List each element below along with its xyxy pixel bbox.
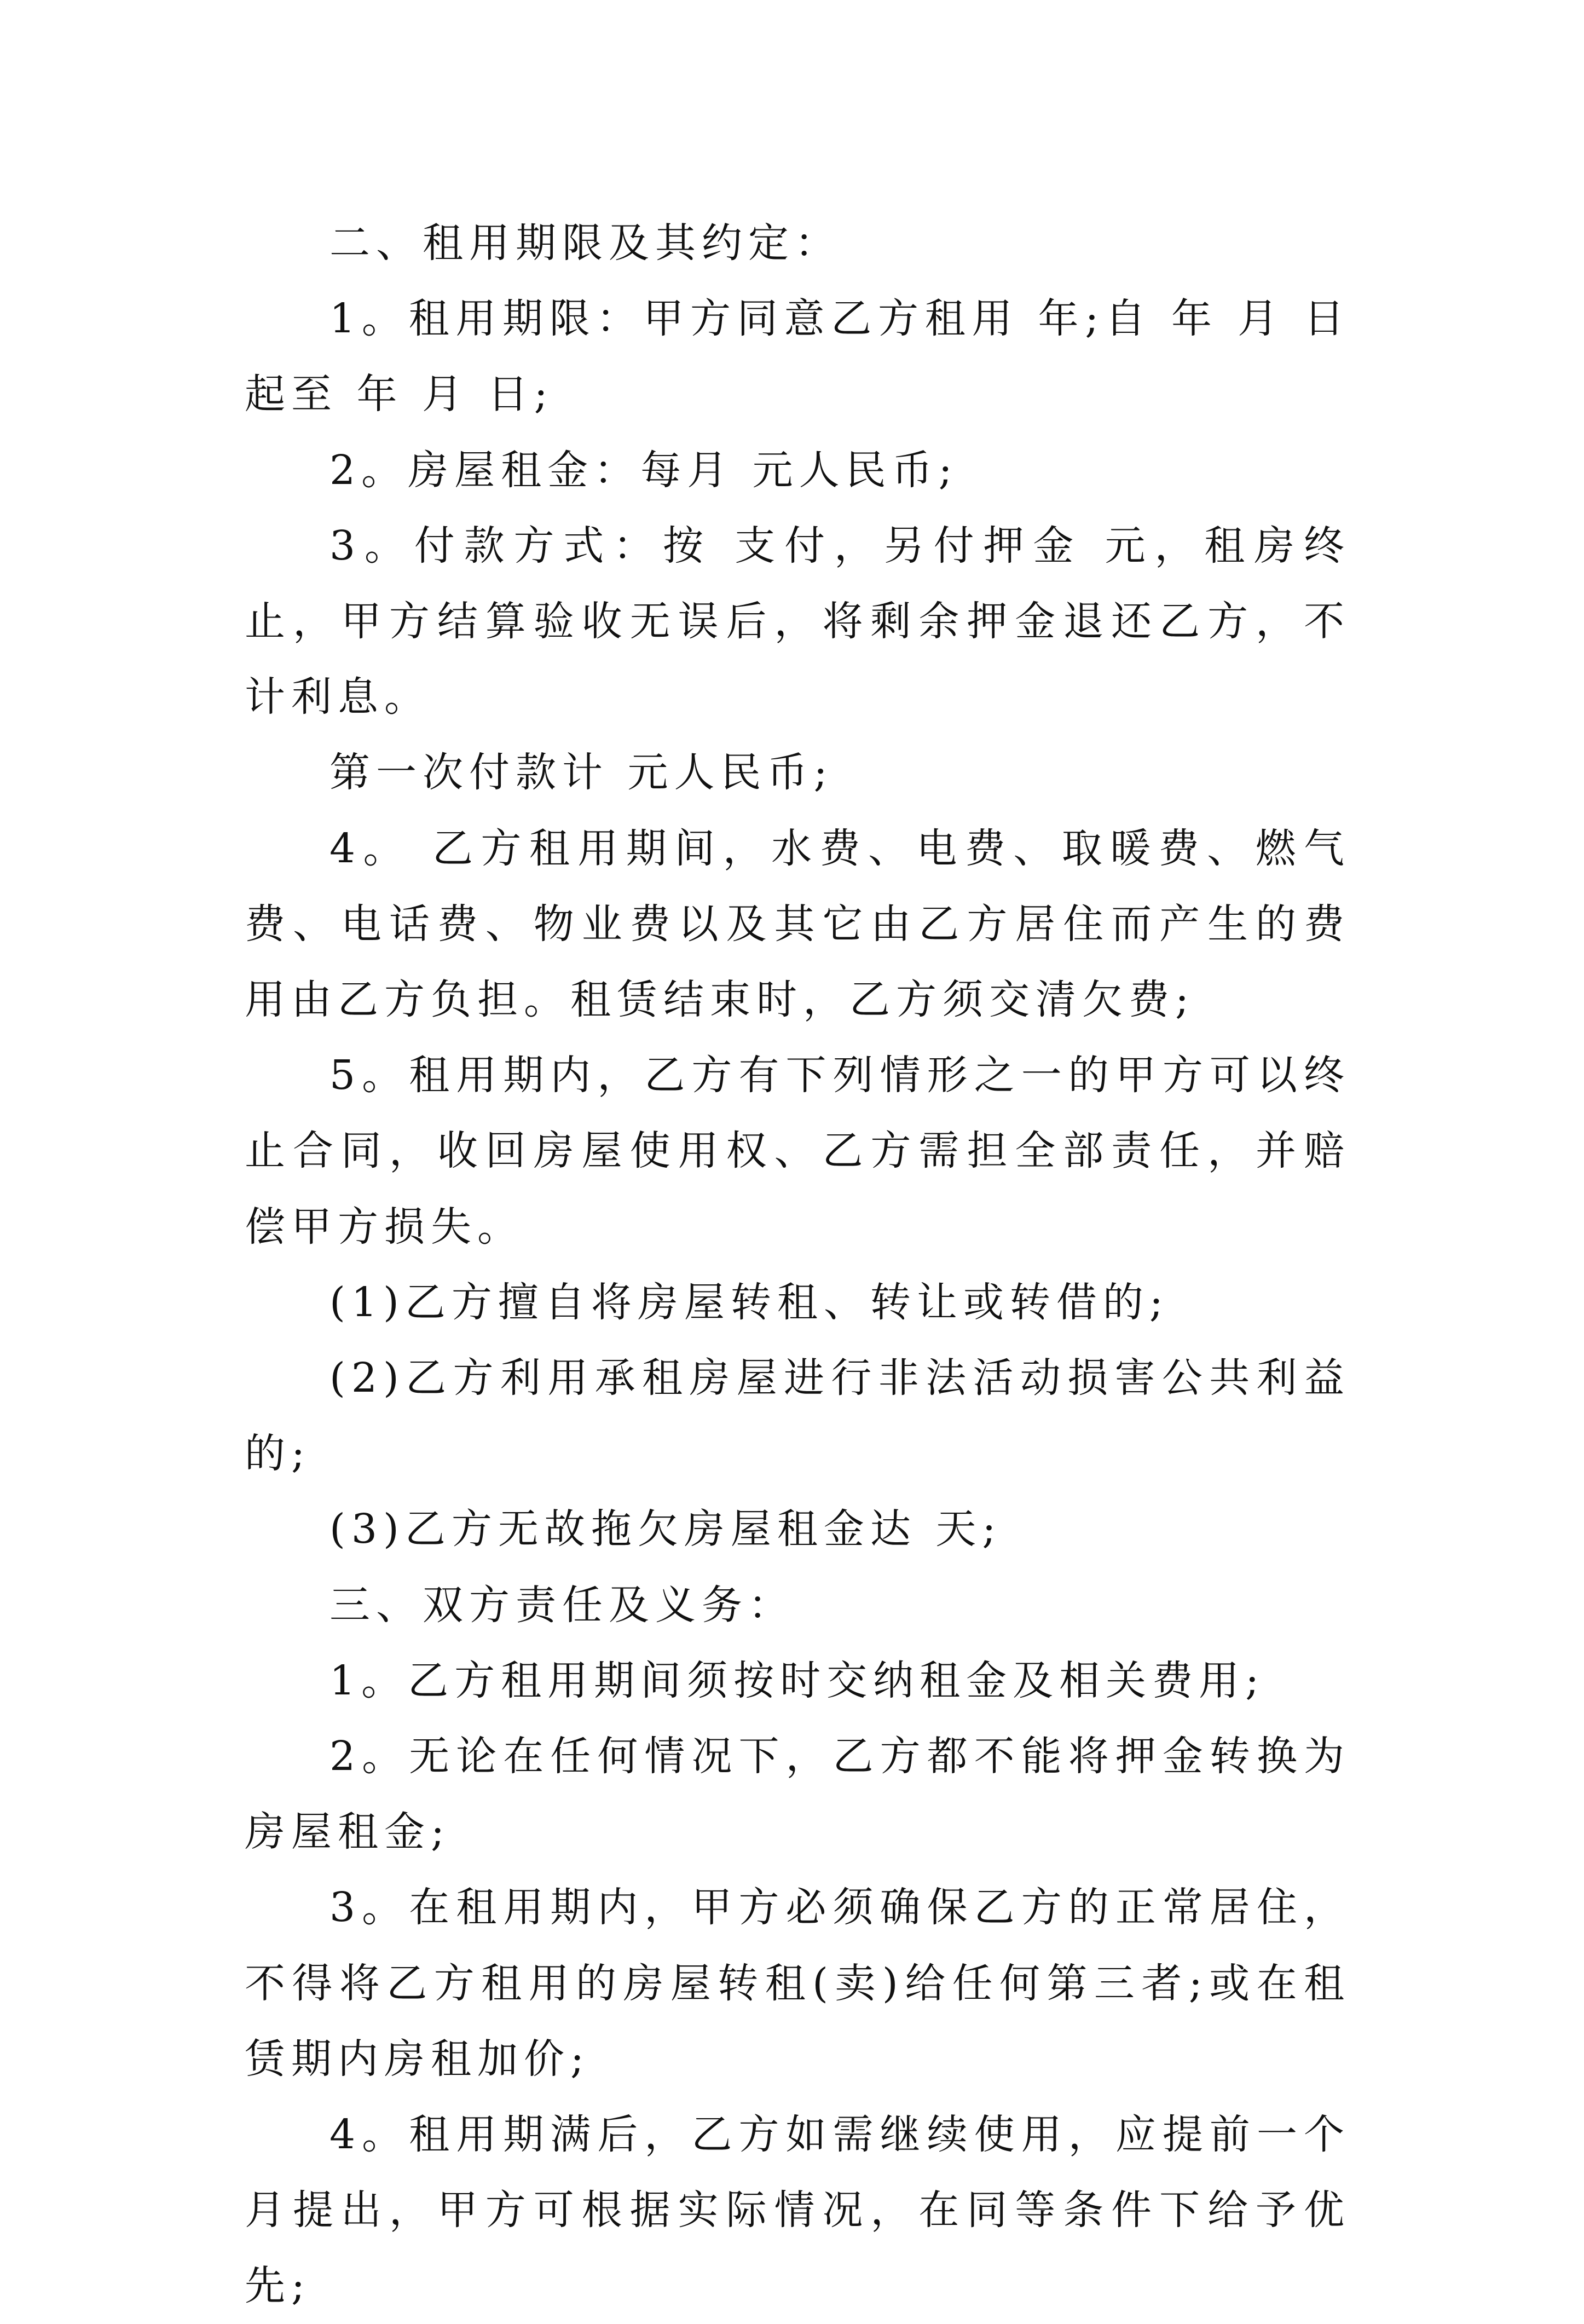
- duty-clause-4: 4。租用期满后，乙方如需继续使用，应提前一个月提出，甲方可根据实际情况，在同等条件下给予优先;: [245, 2111, 1350, 2310]
- duty-clause-3: 3。在租用期内，甲方必须确保乙方的正常居住，不得将乙方租用的房屋转租(卖)给任何第三者;或在租赁期内房租加价;: [245, 1884, 1350, 2083]
- clause-payment-method: 3。付款方式：按 支付，另付押金 元，租房终止，甲方结算验收无误后，将剩余押金退还乙方，不计利息。: [245, 522, 1350, 721]
- document-body: [245, 205, 1350, 2324]
- section-heading-duties: 三、双方责任及义务：: [329, 1581, 795, 1629]
- clause-rent: 2。房屋租金：每月 元人民币;: [329, 446, 958, 494]
- termination-item-1: (1)乙方擅自将房屋转租、转让或转借的;: [329, 1278, 1169, 1326]
- clause-term-period: 1。租用期限：甲方同意乙方租用 年;自 年 月 日起至 年 月 日;: [245, 295, 1350, 418]
- clause-first-payment: 第一次付款计 元人民币;: [329, 749, 834, 797]
- section-heading-term: 二、租用期限及其约定：: [329, 220, 841, 267]
- clause-termination: 5。租用期内，乙方有下列情形之一的甲方可以终止合同，收回房屋使用权、乙方需担全部责任，并赔偿甲方损失。: [245, 1052, 1350, 1250]
- termination-item-3: (3)乙方无故拖欠房屋租金达 天;: [329, 1506, 1002, 1553]
- duty-clause-2: 2。无论在任何情况下，乙方都不能将押金转换为房屋租金;: [245, 1733, 1350, 1856]
- clause-utilities: 4。 乙方租用期间，水费、电费、取暖费、燃气费、电话费、物业费以及其它由乙方居住而产生的费用由乙方负担。租赁结束时，乙方须交清欠费;: [245, 824, 1350, 1024]
- termination-item-2: (2)乙方利用承租房屋进行非法活动损害公共利益的;: [245, 1354, 1350, 1478]
- duty-clause-1: 1。乙方租用期间须按时交纳租金及相关费用;: [329, 1657, 1265, 1704]
